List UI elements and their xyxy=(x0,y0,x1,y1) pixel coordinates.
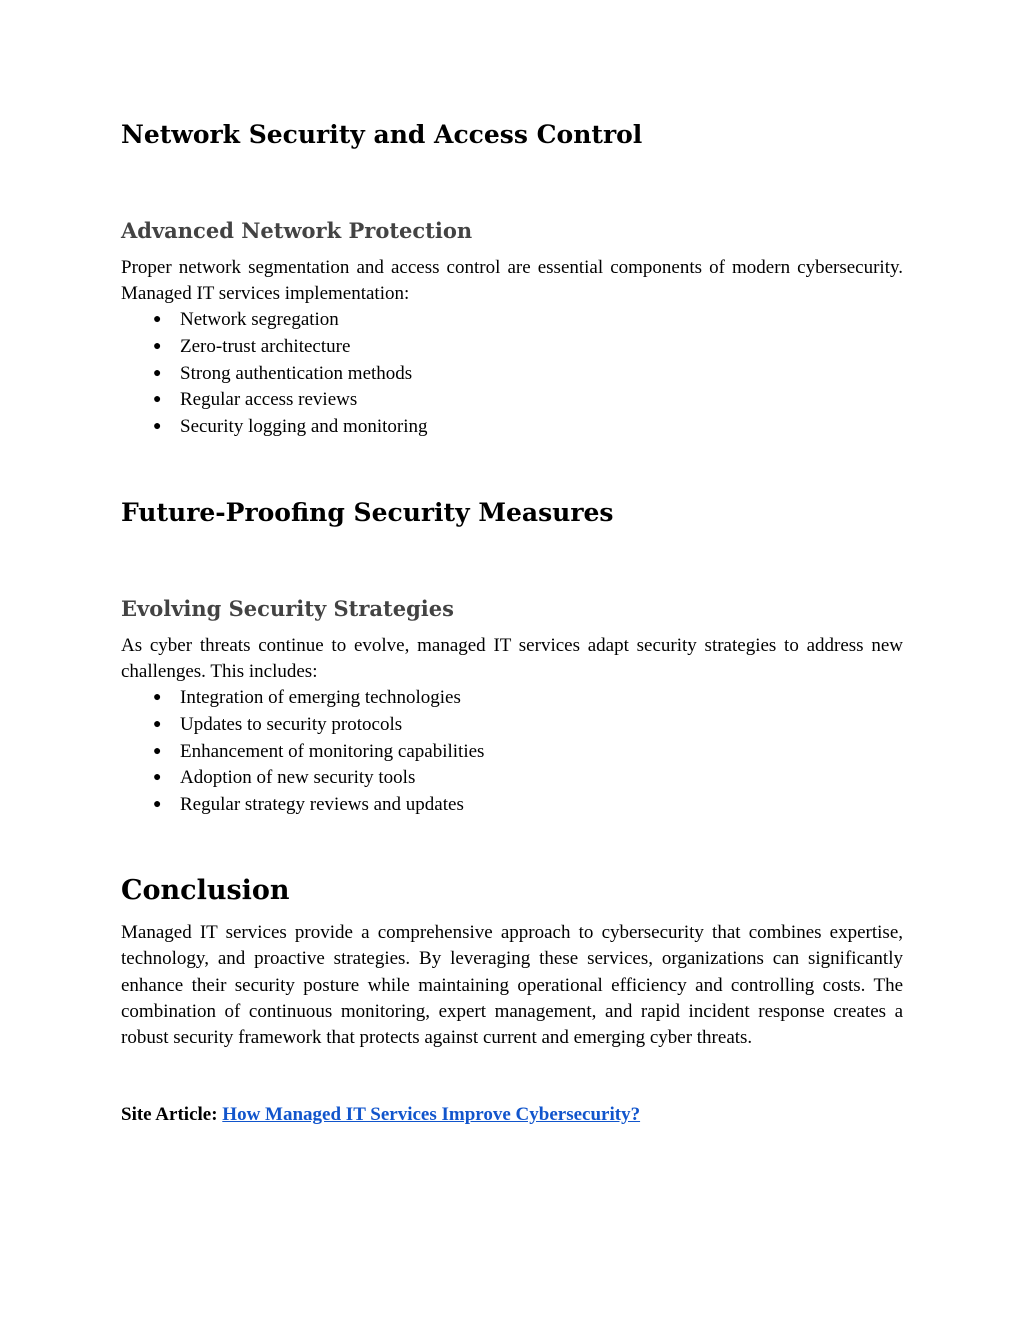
bullet-icon: ● xyxy=(153,690,162,705)
bullet-icon: ● xyxy=(153,312,162,327)
list-item-text: Updates to security protocols xyxy=(180,713,403,735)
section-title-network-security: Network Security and Access Control xyxy=(121,120,643,149)
list-item xyxy=(121,739,484,766)
list-item xyxy=(121,712,484,739)
bullet-icon: ● xyxy=(153,365,162,381)
list-item-text: Adoption of new security tools xyxy=(180,767,416,789)
list-item-text: Zero-trust architecture xyxy=(180,335,351,357)
list-item xyxy=(121,765,484,792)
section-title-future-proofing: Future-Proofing Security Measures xyxy=(121,498,614,527)
bullet-list-future-proofing xyxy=(121,685,484,819)
list-item-text: Integration of emerging technologies xyxy=(180,687,461,708)
section-intro-future-proofing: As cyber threats continue to evolve, managed IT services adapt security strategies to address new challenges. This includes: xyxy=(121,635,903,683)
site-article-label: Site Article: xyxy=(121,1104,218,1125)
bullet-icon: ● xyxy=(153,770,162,786)
bullet-icon: ● xyxy=(153,392,162,408)
bullet-icon: ● xyxy=(153,797,162,813)
list-item xyxy=(121,414,428,441)
site-article-line xyxy=(121,1102,640,1128)
bullet-list-network-security xyxy=(121,307,428,441)
list-item-text: Enhancement of monitoring capabilities xyxy=(180,740,485,762)
site-article-link[interactable]: How Managed IT Services Improve Cybersecurity? xyxy=(222,1104,641,1125)
list-item xyxy=(121,334,428,361)
bullet-icon: ● xyxy=(153,338,162,354)
list-item-text: Regular access reviews xyxy=(180,389,358,411)
bullet-icon: ● xyxy=(153,419,162,435)
conclusion-body: Managed IT services provide a comprehensive approach to cybersecurity that combines expertise, technology, and proactive strategies. By leveraging these services, organizations can significantly enhance their security posture while maintaining operational efficiency and controlling costs. The combination of continuous monitoring, expert management, and rapid incident response creates a robust security framework that protects against current and emerging cyber threats. xyxy=(121,922,903,1049)
list-item xyxy=(121,792,484,819)
list-item xyxy=(121,361,428,388)
subsection-title-evolving-security-strategies: Evolving Security Strategies xyxy=(121,596,454,621)
subsection-title-advanced-network-protection: Advanced Network Protection xyxy=(121,218,473,243)
bullet-icon: ● xyxy=(153,743,162,759)
list-item xyxy=(121,685,484,712)
list-item-text: Regular strategy reviews and updates xyxy=(180,794,464,816)
list-item-text: Network segregation xyxy=(180,309,339,330)
section-intro-network-security: Proper network segmentation and access control are essential components of modern cybersecurity. Managed IT services implementation: xyxy=(121,257,903,305)
list-item xyxy=(121,307,428,334)
list-item-text: Strong authentication methods xyxy=(180,362,413,384)
conclusion-title: Conclusion xyxy=(121,875,290,906)
bullet-icon: ● xyxy=(153,716,162,732)
list-item xyxy=(121,387,428,414)
list-item-text: Security logging and monitoring xyxy=(180,416,428,438)
